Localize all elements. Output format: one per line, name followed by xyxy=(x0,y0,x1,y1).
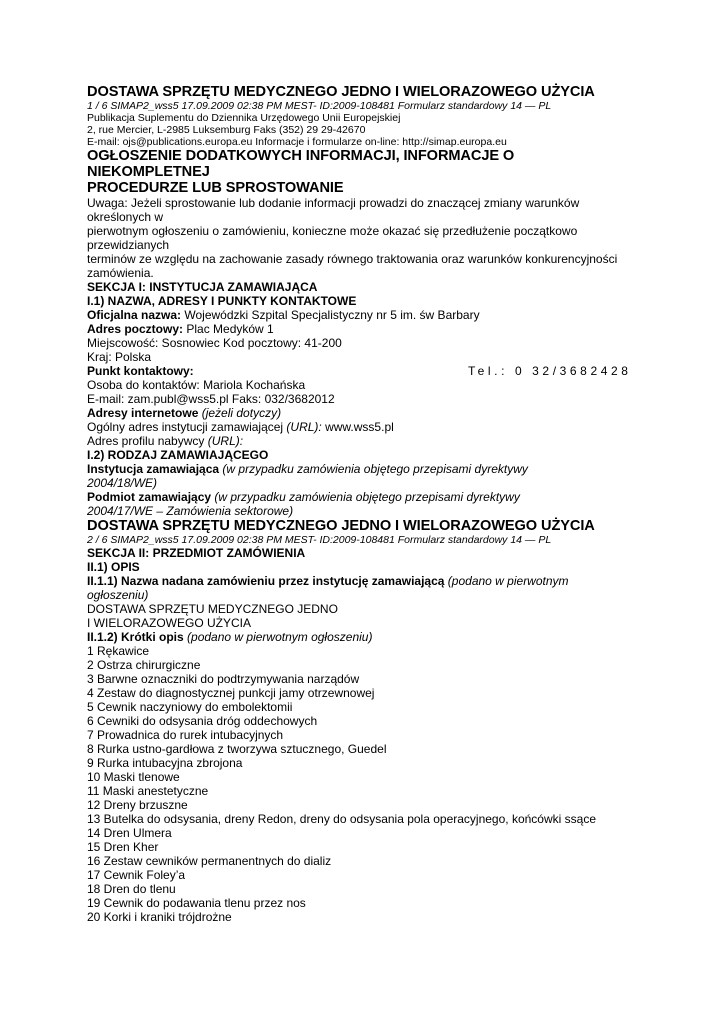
contracting-authority-note-2: 2004/18/WE) xyxy=(87,476,158,490)
section-2-1-1-note: (podano w pierwotnym xyxy=(444,574,569,588)
list-item: 18 Dren do tlenu xyxy=(87,882,176,896)
contracting-authority-line xyxy=(87,462,647,476)
contact-person-line: Osoba do kontaktów: Mariola Kochańska xyxy=(87,378,306,392)
note-line-5: terminów ze względu na zachowanie zasady równego traktowania oraz warunków konkurencyjności xyxy=(87,252,618,266)
section-2-1-1-line xyxy=(87,574,647,588)
list-item: 12 Dreny brzuszne xyxy=(87,798,188,812)
contracting-authority-note: (w przypadku zamówienia objętego przepisami dyrektywy xyxy=(219,462,528,476)
section-2-1-2-label: II.1.2) Krótki opis xyxy=(87,630,184,644)
email-fax-line: E-mail: zam.publ@wss5.pl Faks: 032/3682012 xyxy=(87,392,335,406)
section-1-1-heading: I.1) NAZWA, ADRESY I PUNKTY KONTAKTOWE xyxy=(87,294,357,308)
list-item: 14 Dren Ulmera xyxy=(87,826,172,840)
list-item: 11 Maski anestetyczne xyxy=(87,784,209,798)
order-name-line-1: DOSTAWA SPRZĘTU MEDYCZNEGO JEDNO xyxy=(87,602,338,616)
official-name-label: Oficjalna nazwa: xyxy=(87,308,182,322)
list-item: 9 Rurka intubacyjna zbrojona xyxy=(87,756,243,770)
list-item: 17 Cewnik Foley’a xyxy=(87,868,186,882)
contracting-entity-label: Podmiot zamawiający xyxy=(87,490,212,504)
note-line-2: określonych w xyxy=(87,210,164,224)
contracting-entity-line xyxy=(87,490,647,504)
notice-heading-2: NIEKOMPLETNEJ xyxy=(87,164,210,180)
contact-point-line xyxy=(87,364,647,378)
contact-point-label: Punkt kontaktowy: xyxy=(87,364,194,378)
page1-title: DOSTAWA SPRZĘTU MEDYCZNEGO JEDNO I WIELORAZOWEGO UŻYCIA xyxy=(87,84,595,100)
note-line-4: przewidzianych xyxy=(87,238,170,252)
list-item: 16 Zestaw cewników permanentnych do dializ xyxy=(87,854,332,868)
buyer-profile-line xyxy=(87,434,647,448)
list-item: 5 Cewnik naczyniowy do embolektomii xyxy=(87,700,293,714)
publication-line-2: 2, rue Mercier, L-2985 Luksemburg Faks (352) 29 29-42670 xyxy=(87,124,366,136)
section-2-1-heading: II.1) OPIS xyxy=(87,560,140,574)
section-2-1-1-label: II.1.1) Nazwa nadana zamówieniu przez instytucję zamawiającą xyxy=(87,574,445,588)
document-page xyxy=(87,84,647,924)
internet-addresses-line xyxy=(87,406,647,420)
item-list xyxy=(87,644,647,924)
section-2-1-2-line xyxy=(87,630,647,644)
page2-meta: 2 / 6 SIMAP2_wss5 17.09.2009 02:38 PM MEST- ID:2009-108481 Formularz standardowy 14 — PL xyxy=(87,534,552,546)
list-item: 13 Butelka do odsysania, dreny Redon, dreny do odsysania pola operacyjnego, końcówki ssące xyxy=(87,812,596,826)
list-item: 7 Prowadnica do rurek intubacyjnych xyxy=(87,728,284,742)
section-1-2-heading: I.2) RODZAJ ZAMAWIAJĄCEGO xyxy=(87,448,269,462)
postal-address-label: Adres pocztowy: xyxy=(87,322,184,336)
official-name-value: Wojewódzki Szpital Specjalistyczny nr 5 im. św Barbary xyxy=(181,308,480,322)
section-2-1-1-note-2: ogłoszeniu) xyxy=(87,588,149,602)
general-address-url: www.wss5.pl xyxy=(321,420,394,434)
list-item: 8 Rurka ustno-gardłowa z tworzywa sztucznego, Guedel xyxy=(87,742,387,756)
city-line: Miejscowość: Sosnowiec Kod pocztowy: 41-200 xyxy=(87,336,342,350)
list-item: 19 Cewnik do podawania tlenu przez nos xyxy=(87,896,306,910)
postal-address-line xyxy=(87,322,647,336)
order-name-line-2: I WIELORAZOWEGO UŻYCIA xyxy=(87,616,252,630)
internet-addresses-note: (jeżeli dotyczy) xyxy=(198,406,282,420)
postal-address-value: Plac Medyków 1 xyxy=(183,322,274,336)
list-item: 10 Maski tlenowe xyxy=(87,770,180,784)
list-item: 1 Rękawice xyxy=(87,644,150,658)
page1-meta: 1 / 6 SIMAP2_wss5 17.09.2009 02:38 PM MEST- ID:2009-108481 Formularz standardowy 14 — PL xyxy=(87,100,552,112)
country-line: Kraj: Polska xyxy=(87,350,152,364)
note-line-3: pierwotnym ogłoszeniu o zamówieniu, konieczne może okazać się przedłużenie początkowo xyxy=(87,224,578,238)
general-address-line xyxy=(87,420,647,434)
contracting-entity-note: (w przypadku zamówienia objętego przepisami dyrektywy xyxy=(211,490,520,504)
contracting-entity-note-2: 2004/17/WE – Zamówienia sektorowe) xyxy=(87,504,294,518)
buyer-profile-label: Adres profilu nabywcy xyxy=(87,434,208,448)
internet-addresses-label: Adresy internetowe xyxy=(87,406,199,420)
section-2-heading: SEKCJA II: PRZEDMIOT ZAMÓWIENIA xyxy=(87,546,306,560)
list-item: 20 Korki i kraniki trójdrożne xyxy=(87,910,232,924)
section-2-1-2-note: (podano w pierwotnym ogłoszeniu) xyxy=(183,630,373,644)
section-1-heading: SEKCJA I: INSTYTUCJA ZAMAWIAJĄCA xyxy=(87,280,318,294)
notice-heading-1: OGŁOSZENIE DODATKOWYCH INFORMACJI, INFORMACJE O xyxy=(87,148,515,164)
general-address-url-tag: (URL): xyxy=(286,420,322,434)
page2-title: DOSTAWA SPRZĘTU MEDYCZNEGO JEDNO I WIELORAZOWEGO UŻYCIA xyxy=(87,518,595,534)
list-item: 15 Dren Kher xyxy=(87,840,159,854)
publication-line-3: E-mail: ojs@publications.europa.eu Informacje i formularze on-line: http://simap.europa.eu xyxy=(87,136,507,148)
contracting-authority-label: Instytucja zamawiająca xyxy=(87,462,220,476)
list-item: 4 Zestaw do diagnostycznej punkcji jamy otrzewnowej xyxy=(87,686,375,700)
buyer-profile-url-tag: (URL): xyxy=(207,434,244,448)
telephone-value: Tel.: 0 32/3682428 xyxy=(468,364,632,378)
publication-line-1: Publikacja Suplementu do Dziennika Urzędowego Unii Europejskiej xyxy=(87,112,401,124)
list-item: 3 Barwne oznaczniki do podtrzymywania narządów xyxy=(87,672,360,686)
list-item: 6 Cewniki do odsysania dróg oddechowych xyxy=(87,714,318,728)
list-item: 2 Ostrza chirurgiczne xyxy=(87,658,201,672)
note-line-1: Uwaga: Jeżeli sprostowanie lub dodanie informacji prowadzi do znaczącej zmiany warunków xyxy=(87,196,580,210)
official-name-line xyxy=(87,308,647,322)
notice-heading-3: PROCEDURZE LUB SPROSTOWANIE xyxy=(87,180,344,196)
general-address-label: Ogólny adres instytucji zamawiającej xyxy=(87,420,287,434)
note-line-6: zamówienia. xyxy=(87,266,154,280)
